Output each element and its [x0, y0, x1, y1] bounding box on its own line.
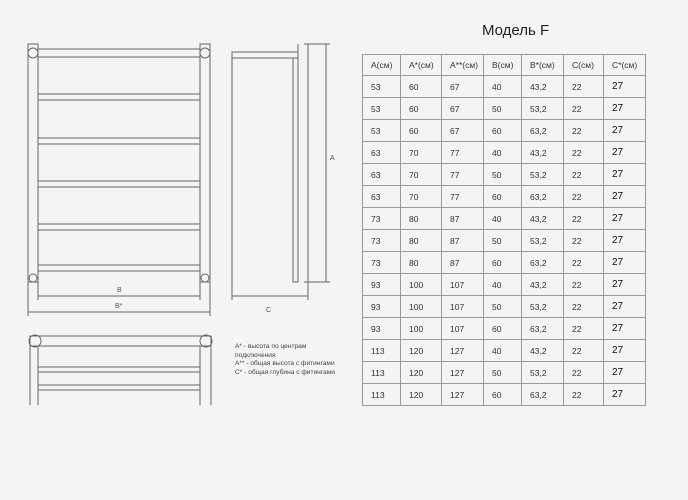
- table-row: [363, 164, 646, 186]
- table-row: [363, 340, 646, 362]
- dim-label-b: B: [117, 287, 122, 294]
- table-cell: 53: [363, 76, 401, 98]
- table-cell: 67: [442, 120, 484, 142]
- table-cell: 27: [604, 274, 646, 296]
- table-cell: 107: [442, 296, 484, 318]
- table-cell: 67: [442, 76, 484, 98]
- table-cell: 63: [363, 186, 401, 208]
- table-cell: 43,2: [522, 340, 564, 362]
- table-cell: 73: [363, 208, 401, 230]
- table-row: [363, 252, 646, 274]
- table-cell: 70: [401, 142, 442, 164]
- table-cell: 22: [564, 120, 604, 142]
- table-cell: 40: [484, 340, 522, 362]
- table-cell: 60: [401, 98, 442, 120]
- table-cell: 22: [564, 98, 604, 120]
- table-row: [363, 76, 646, 98]
- table-cell: 113: [363, 384, 401, 406]
- table-cell: 22: [564, 318, 604, 340]
- table-row: [363, 362, 646, 384]
- table-cell: 43,2: [522, 76, 564, 98]
- table-cell: 80: [401, 208, 442, 230]
- table-row: [363, 296, 646, 318]
- table-row: [363, 142, 646, 164]
- table-cell: 43,2: [522, 274, 564, 296]
- table-cell: 63,2: [522, 384, 564, 406]
- table-cell: 50: [484, 230, 522, 252]
- top-view-drawing: [29, 335, 212, 405]
- table-cell: 77: [442, 142, 484, 164]
- table-cell: 27: [604, 76, 646, 98]
- table-cell: 73: [363, 252, 401, 274]
- table-cell: 22: [564, 208, 604, 230]
- table-cell: 80: [401, 252, 442, 274]
- table-cell: 63,2: [522, 120, 564, 142]
- table-cell: 87: [442, 230, 484, 252]
- table-cell: 22: [564, 186, 604, 208]
- table-cell: 60: [484, 384, 522, 406]
- table-cell: 93: [363, 274, 401, 296]
- table-cell: 27: [604, 252, 646, 274]
- table-row: [363, 318, 646, 340]
- note-c-star: С* - общая глубина с фитингами: [235, 368, 335, 376]
- table-cell: 80: [401, 230, 442, 252]
- table-cell: 27: [604, 208, 646, 230]
- table-cell: 113: [363, 362, 401, 384]
- table-cell: 87: [442, 252, 484, 274]
- table-cell: 63,2: [522, 186, 564, 208]
- table-cell: 53,2: [522, 362, 564, 384]
- note-a-double-star: А** - общая высота с фитингами: [235, 360, 335, 368]
- table-cell: 70: [401, 186, 442, 208]
- table-row: [363, 230, 646, 252]
- table-cell: 93: [363, 318, 401, 340]
- table-cell: 43,2: [522, 208, 564, 230]
- table-row: [363, 186, 646, 208]
- table-cell: 93: [363, 296, 401, 318]
- table-cell: 22: [564, 274, 604, 296]
- table-cell: 63,2: [522, 252, 564, 274]
- table-cell: 127: [442, 384, 484, 406]
- table-cell: 27: [604, 296, 646, 318]
- table-cell: 127: [442, 340, 484, 362]
- table-cell: 120: [401, 362, 442, 384]
- table-cell: 22: [564, 76, 604, 98]
- model-title: Модель F: [482, 22, 550, 39]
- column-header: С*(см): [604, 55, 646, 76]
- side-view-drawing: [232, 44, 330, 300]
- dimension-notes: [235, 343, 345, 377]
- table-cell: 43,2: [522, 142, 564, 164]
- table-cell: 60: [484, 252, 522, 274]
- table-cell: 27: [604, 142, 646, 164]
- table-cell: 27: [604, 186, 646, 208]
- table-cell: 60: [484, 186, 522, 208]
- table-cell: 77: [442, 186, 484, 208]
- table-cell: 60: [401, 120, 442, 142]
- table-cell: 22: [564, 362, 604, 384]
- dim-label-c: C: [266, 307, 272, 314]
- table-cell: 27: [604, 362, 646, 384]
- column-header: А(см): [363, 55, 401, 76]
- table-cell: 22: [564, 340, 604, 362]
- table-cell: 107: [442, 274, 484, 296]
- table-cell: 22: [564, 230, 604, 252]
- table-cell: 22: [564, 384, 604, 406]
- table-cell: 107: [442, 318, 484, 340]
- table-cell: 60: [484, 318, 522, 340]
- table-cell: 40: [484, 142, 522, 164]
- table-cell: 100: [401, 296, 442, 318]
- table-cell: 53,2: [522, 296, 564, 318]
- dimensions-table: [362, 54, 646, 406]
- table-cell: 53: [363, 98, 401, 120]
- column-header: В*(см): [522, 55, 564, 76]
- table-cell: 27: [604, 384, 646, 406]
- front-view-drawing: [28, 44, 210, 316]
- table-row: [363, 274, 646, 296]
- table-cell: 53: [363, 120, 401, 142]
- table-cell: 50: [484, 164, 522, 186]
- column-header: А**(см): [442, 55, 484, 76]
- table-cell: 63: [363, 164, 401, 186]
- table-cell: 22: [564, 164, 604, 186]
- table-cell: 70: [401, 164, 442, 186]
- table-cell: 100: [401, 318, 442, 340]
- table-cell: 27: [604, 340, 646, 362]
- table-cell: 27: [604, 230, 646, 252]
- table-cell: 27: [604, 120, 646, 142]
- table-cell: 50: [484, 296, 522, 318]
- table-cell: 60: [484, 120, 522, 142]
- table-cell: 127: [442, 362, 484, 384]
- table-cell: 100: [401, 274, 442, 296]
- table-cell: 67: [442, 98, 484, 120]
- note-a-star: А* - высота по центрам подключения: [235, 343, 307, 359]
- table-cell: 113: [363, 340, 401, 362]
- table-cell: 63: [363, 142, 401, 164]
- table-cell: 27: [604, 318, 646, 340]
- table-cell: 120: [401, 340, 442, 362]
- column-header: С(см): [564, 55, 604, 76]
- column-header: В(см): [484, 55, 522, 76]
- table-cell: 27: [604, 98, 646, 120]
- column-header: А*(см): [401, 55, 442, 76]
- table-row: [363, 120, 646, 142]
- table-cell: 63,2: [522, 318, 564, 340]
- table-header-row: [363, 55, 646, 76]
- table-cell: 22: [564, 142, 604, 164]
- table-cell: 50: [484, 362, 522, 384]
- table-cell: 87: [442, 208, 484, 230]
- table-row: [363, 208, 646, 230]
- table-cell: 73: [363, 230, 401, 252]
- table-row: [363, 98, 646, 120]
- table-cell: 53,2: [522, 230, 564, 252]
- table-cell: 50: [484, 98, 522, 120]
- table-row: [363, 384, 646, 406]
- dim-label-a: A: [330, 155, 335, 162]
- table-cell: 53,2: [522, 164, 564, 186]
- table-cell: 60: [401, 76, 442, 98]
- table-cell: 22: [564, 252, 604, 274]
- table-cell: 40: [484, 208, 522, 230]
- table-cell: 77: [442, 164, 484, 186]
- dim-label-b-star: B*: [115, 303, 123, 310]
- table-cell: 120: [401, 384, 442, 406]
- table-cell: 40: [484, 76, 522, 98]
- table-cell: 53,2: [522, 98, 564, 120]
- table-cell: 22: [564, 296, 604, 318]
- table-cell: 40: [484, 274, 522, 296]
- table-cell: 27: [604, 164, 646, 186]
